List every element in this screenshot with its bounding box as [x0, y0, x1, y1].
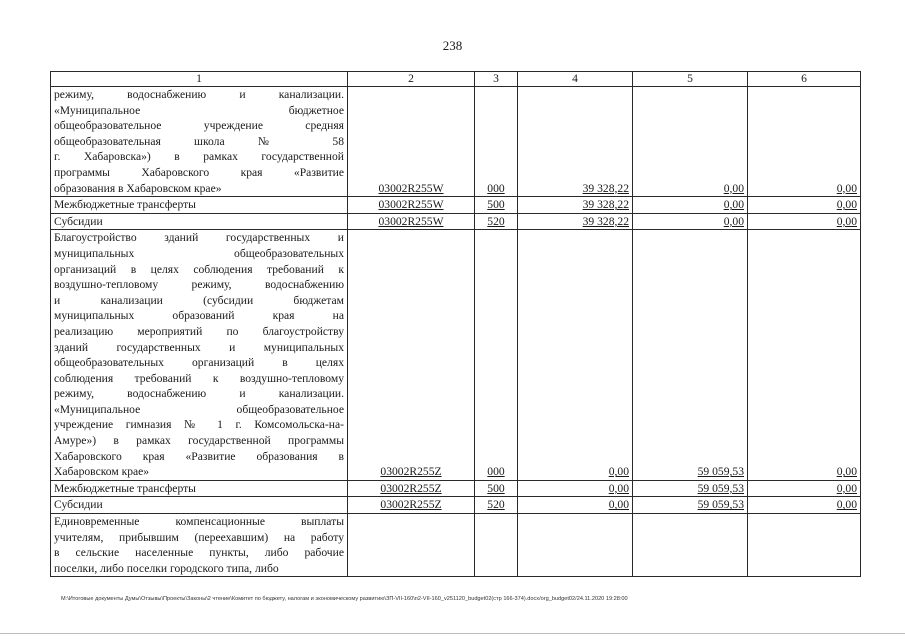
- table-row: [51, 497, 861, 514]
- row-value-2020-text: 39 328,22: [582, 181, 629, 195]
- header-col-1: 1: [51, 72, 348, 87]
- row-value-2022: [748, 197, 861, 214]
- row-code: [348, 230, 475, 481]
- table-row: [51, 480, 861, 497]
- row-value-2020: [518, 230, 633, 481]
- description-line: соблюдения требований к воздушно-тепловому: [54, 371, 344, 385]
- row-type-text: 000: [487, 181, 505, 195]
- row-value-2021: [633, 497, 748, 514]
- row-value-2022-text: 0,00: [836, 498, 857, 512]
- row-type: [475, 213, 518, 230]
- row-value-2022: [748, 497, 861, 514]
- row-value-2021: [633, 514, 748, 577]
- row-code: [348, 87, 475, 197]
- description-line: образования в Хабаровском крае»: [54, 181, 222, 195]
- row-value-2020-text: 0,00: [608, 465, 629, 479]
- description-line: учителям, прибывшим (переехавшим) на работу: [54, 530, 344, 544]
- row-value-2021-text: 0,00: [723, 214, 744, 228]
- row-value-2020: [518, 87, 633, 197]
- description-line: муниципальных общеобразовательных: [54, 246, 344, 260]
- row-description: [51, 497, 348, 514]
- row-value-2022: [748, 87, 861, 197]
- description-line: «Муниципальное бюджетное: [54, 103, 344, 117]
- row-value-2021-text: 59 059,53: [697, 481, 744, 495]
- description-line: Субсидии: [54, 498, 103, 512]
- table-row: [51, 230, 861, 481]
- row-type: [475, 480, 518, 497]
- row-value-2020-text: 0,00: [608, 498, 629, 512]
- description-line: учреждение гимназия № 1 г. Комсомольска-на-: [54, 418, 344, 432]
- page-number: 238: [442, 38, 463, 53]
- row-code: [348, 213, 475, 230]
- row-type-text: 520: [487, 214, 505, 228]
- row-value-2021: [633, 87, 748, 197]
- row-type: [475, 197, 518, 214]
- description-line: общеобразовательная школа № 58: [54, 134, 344, 148]
- header-col-3: 3: [475, 72, 518, 87]
- row-value-2022-text: 0,00: [836, 181, 857, 195]
- description-line: зданий государственных и муниципальных: [54, 340, 344, 354]
- row-code: [348, 480, 475, 497]
- row-description: [51, 480, 348, 497]
- row-value-2021-text: 0,00: [723, 198, 744, 212]
- row-value-2022: [748, 230, 861, 481]
- row-value-2021-text: 59 059,53: [697, 498, 744, 512]
- table-row: [51, 87, 861, 197]
- row-value-2022-text: 0,00: [836, 198, 857, 212]
- row-value-2021: [633, 197, 748, 214]
- row-value-2020: [518, 213, 633, 230]
- description-line: общеобразовательное учреждение средняя: [54, 119, 344, 133]
- row-type: [475, 87, 518, 197]
- header-col-2: 2: [348, 72, 475, 87]
- row-value-2022: [748, 213, 861, 230]
- row-value-2021: [633, 230, 748, 481]
- row-type-text: 000: [487, 465, 505, 479]
- description-line: программы Хабаровского края «Развитие: [54, 165, 344, 179]
- row-type: [475, 230, 518, 481]
- row-value-2022-text: 0,00: [836, 481, 857, 495]
- row-description: [51, 230, 348, 481]
- description-line: «Муниципальное общеобразовательное: [54, 402, 344, 416]
- row-value-2021: [633, 480, 748, 497]
- description-line: Межбюджетные трансферты: [54, 481, 196, 495]
- row-description: [51, 514, 348, 577]
- budget-table: [50, 71, 861, 577]
- description-line: Единовременные компенсационные выплаты: [54, 515, 344, 529]
- row-value-2020: [518, 514, 633, 577]
- row-value-2021: [633, 213, 748, 230]
- description-line: Хабаровского края «Развитие образования в: [54, 449, 344, 463]
- description-line: режиму, водоснабжению и канализации.: [54, 387, 344, 401]
- description-line: Субсидии: [54, 214, 103, 228]
- row-value-2020: [518, 497, 633, 514]
- row-code-text: 03002R255Z: [380, 481, 442, 495]
- description-line: и канализации (субсидии бюджетам: [54, 293, 344, 307]
- row-code-text: 03002R255W: [378, 214, 444, 228]
- table-row: [51, 197, 861, 214]
- row-code: [348, 197, 475, 214]
- row-code: [348, 497, 475, 514]
- row-value-2021-text: 59 059,53: [697, 465, 744, 479]
- row-value-2020-text: 39 328,22: [582, 198, 629, 212]
- row-code-text: 03002R255Z: [380, 498, 442, 512]
- row-value-2020-text: 0,00: [608, 481, 629, 495]
- row-value-2022: [748, 514, 861, 577]
- row-code: [348, 514, 475, 577]
- row-type-text: 500: [487, 198, 505, 212]
- row-value-2020: [518, 480, 633, 497]
- header-col-6: 6: [748, 72, 861, 87]
- bottom-rule: [0, 633, 905, 634]
- row-value-2020: [518, 197, 633, 214]
- row-code-text: 03002R255Z: [380, 465, 442, 479]
- description-line: воздушно-тепловому режиму, водоснабжению: [54, 278, 344, 292]
- row-type: [475, 497, 518, 514]
- description-line: Хабаровском крае»: [54, 465, 150, 479]
- row-value-2022-text: 0,00: [836, 214, 857, 228]
- file-path-footer: M:\Итоговые документы Думы\Отзывы\Проекты\Законы\2 чтение\Комитет по бюджету, налогам и экономическому развитию\ЗП-VII-160\п2-VII-160_v251120_budget02(стр 166-374).docx/org_budget02/24.11.2020 19:28:00: [61, 596, 628, 602]
- row-description: [51, 87, 348, 197]
- row-description: [51, 197, 348, 214]
- description-line: реализацию мероприятий по благоустройству: [54, 324, 344, 338]
- description-line: муниципальных образований края на: [54, 309, 344, 323]
- row-code-text: 03002R255W: [378, 181, 444, 195]
- description-line: общеобразовательных организаций в целях: [54, 356, 344, 370]
- header-col-5: 5: [633, 72, 748, 87]
- table-row: [51, 514, 861, 577]
- row-description: [51, 213, 348, 230]
- row-type-text: 500: [487, 481, 505, 495]
- row-value-2021-text: 0,00: [723, 181, 744, 195]
- table-row: [51, 213, 861, 230]
- header-row: [51, 72, 861, 87]
- row-value-2022-text: 0,00: [836, 465, 857, 479]
- description-line: Межбюджетные трансферты: [54, 198, 196, 212]
- description-line: организаций в целях соблюдения требований к: [54, 262, 344, 276]
- description-line: Благоустройство зданий государственных и: [54, 231, 344, 245]
- row-value-2020-text: 39 328,22: [582, 214, 629, 228]
- description-line: г. Хабаровска») в рамках государственной: [54, 150, 344, 164]
- row-type: [475, 514, 518, 577]
- row-code-text: 03002R255W: [378, 198, 444, 212]
- description-line: Амуре») в рамках государственной программы: [54, 434, 344, 448]
- description-line: поселки, либо поселки городского типа, либо: [54, 561, 279, 575]
- row-type-text: 520: [487, 498, 505, 512]
- row-value-2022: [748, 480, 861, 497]
- header-col-4: 4: [518, 72, 633, 87]
- description-line: в сельские населенные пункты, либо рабочие: [54, 546, 344, 560]
- description-line: режиму, водоснабжению и канализации.: [54, 88, 344, 101]
